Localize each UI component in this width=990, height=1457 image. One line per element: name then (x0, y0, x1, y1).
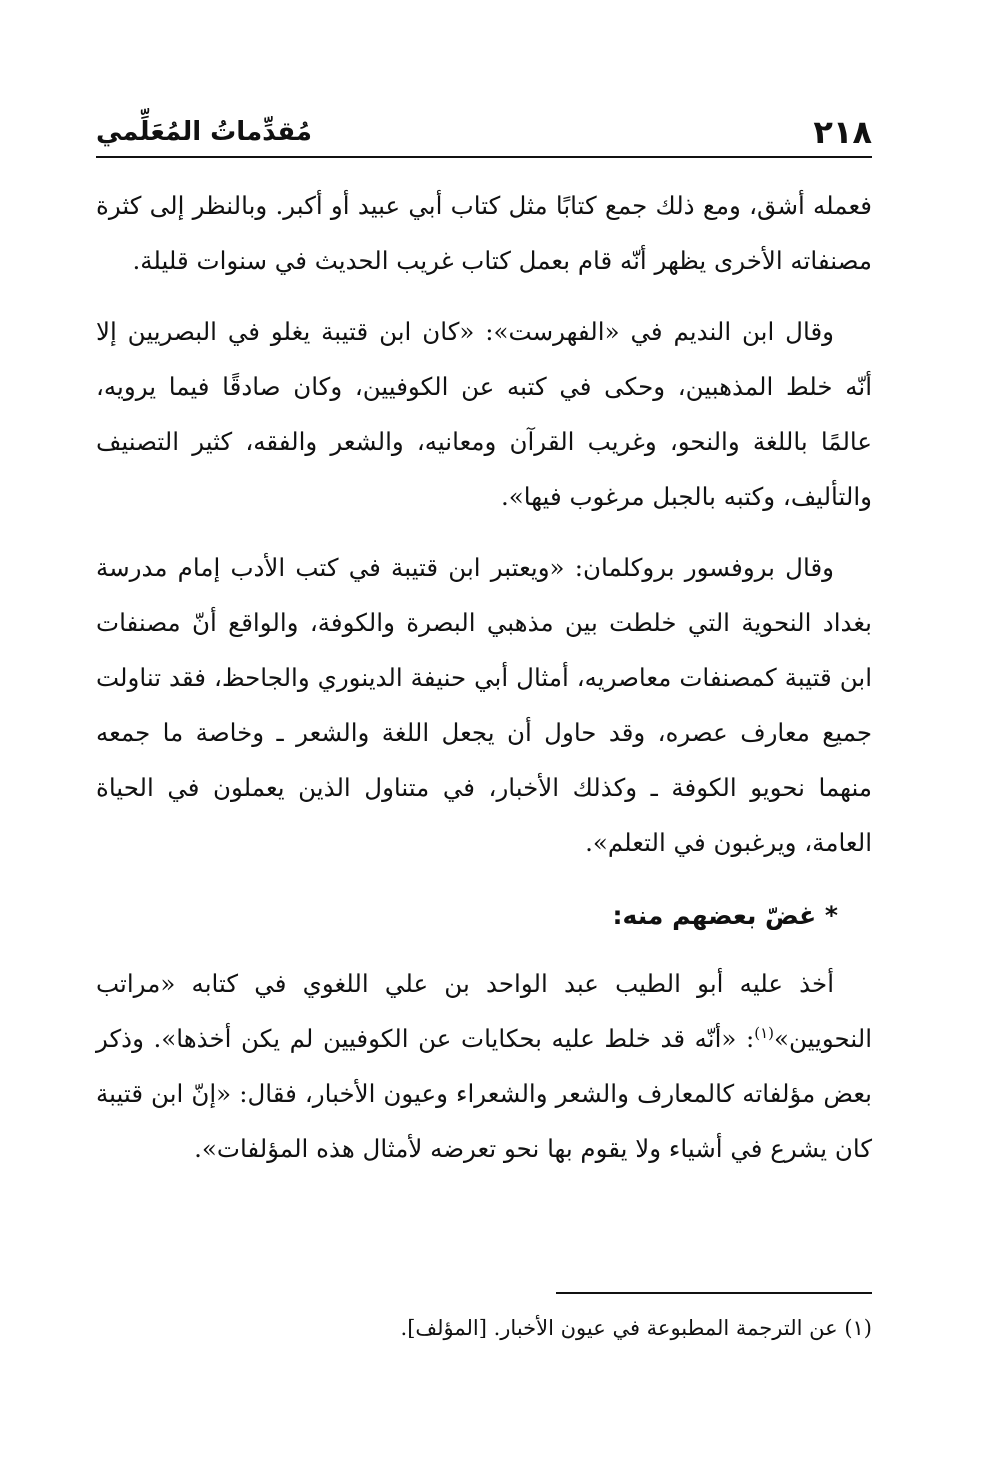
footnote: (١) عن الترجمة المطبوعة في عيون الأخبار. [المؤلف]. (400, 1316, 872, 1340)
paragraph-3: وقال بروفسور بروكلمان: «ويعتبر ابن قتيبة في كتب الأدب إمام مدرسة بغداد النحوية التي خلطت بين مذهبي البصرة والكوفة، والواقع أنّ مصنفات ابن قتيبة كمصنفات معاصريه، أمثال أبي حنيفة الدينوري والجاحظ، فقد تناولت جميع معارف عصره، وقد حاول أن يجعل اللغة والشعر ـ وخاصة ما جمعه منهما نحويو الكوفة ـ وكذلك الأخبار، في متناول الذين يعملون في الحياة العامة، ويرغبون في التعلم». (96, 553, 872, 857)
paragraph-4-start: أخذ عليه أبو الطيب عبد الواحد بن علي اللغوي في كتابه «مراتب النحويين» (96, 969, 873, 1053)
paragraph-2: وقال ابن النديم في «الفهرست»: «كان ابن قتيبة يغلو في البصريين إلا أنّه خلط المذهبين، وحكى في كتبه عن الكوفيين، وكان صادقًا فيما يرويه، عالمًا باللغة والنحو، وغريب القرآن ومعانيه، والشعر والفقه، كثير التصنيف والتأليف، وكتبه بالجبل مرغوب فيها». (96, 317, 872, 511)
paragraph-4 (96, 956, 872, 1176)
main-text (96, 178, 872, 1192)
section-heading: * غضّ بعضهم منه: (612, 901, 838, 930)
footnote-reference: (١) (754, 1023, 775, 1042)
paragraph-1: فعمله أشق، ومع ذلك جمع كتابًا مثل كتاب أبي عبيد أو أكبر. وبالنظر إلى كثرة مصنفاته الأخرى يظهر أنّه قام بعمل كتاب غريب الحديث في سنوات قليلة. (96, 191, 872, 275)
paragraph-4-end: : «أنّه قد خلط عليه بحكايات عن الكوفيين لم يكن أخذها». وذكر بعض مؤلفاته كالمعارف والشعر والشعراء وعيون الأخبار، فقال: «إنّ ابن قتيبة كان يشرع في أشياء ولا يقوم بها نحو تعرضه لأمثال هذه المؤلفات». (96, 1024, 872, 1163)
running-title: مُقدِّماتُ المُعَلِّمي (96, 117, 312, 147)
footnote-divider (556, 1292, 872, 1294)
page-number: ٢١٨ (813, 113, 872, 151)
page-header (96, 108, 872, 158)
